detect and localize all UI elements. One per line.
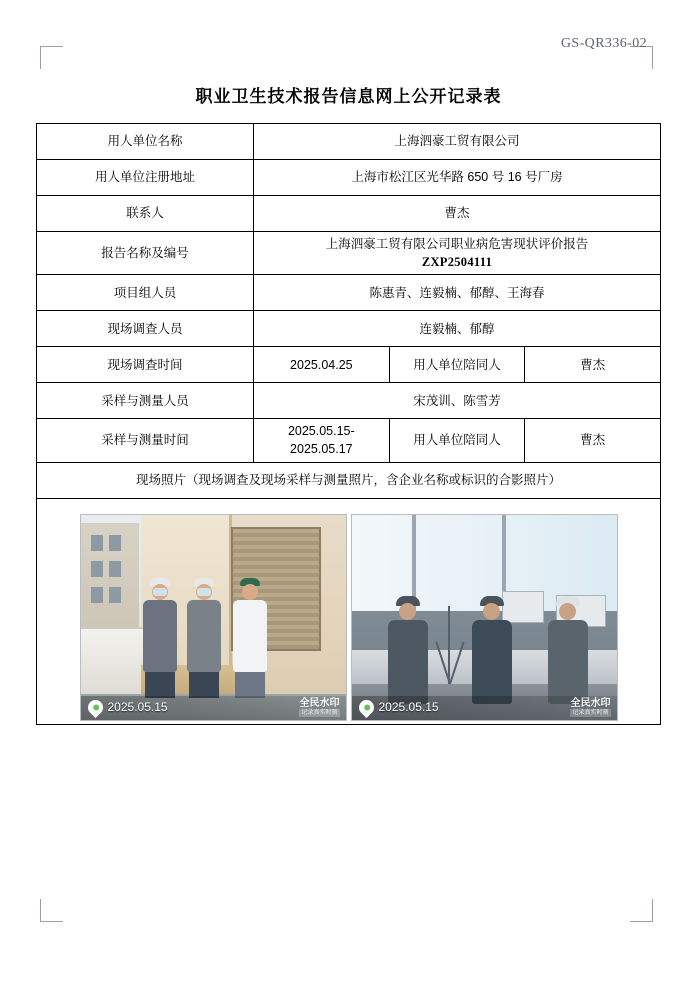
table-row	[37, 275, 661, 311]
survey-staff-label: 现场调查人员	[37, 311, 254, 347]
watermark-brand-sub: 记录真实时刻	[301, 710, 338, 716]
table-row	[37, 347, 661, 383]
photo-tripod	[448, 606, 450, 684]
contact-label: 联系人	[37, 196, 254, 232]
report-code: ZXP2504111	[421, 255, 493, 270]
report-label: 报告名称及编号	[37, 232, 254, 275]
photo-watermark	[352, 696, 617, 720]
report-name: 上海泗豪工贸有限公司职业病危害现状评价报告	[325, 237, 589, 251]
employer-address-label: 用人单位注册地址	[37, 160, 254, 196]
team-value: 陈惠青、连毅楠、郁醇、王海春	[254, 275, 661, 311]
watermark-date: 2025.05.15	[107, 699, 168, 714]
photo-person	[233, 578, 267, 698]
table-row	[37, 498, 661, 724]
sampling-time-value: 2025.05.15-2025.05.17	[254, 419, 390, 462]
photo-watermark	[81, 696, 346, 720]
crop-mark-bottom-left	[40, 899, 63, 922]
site-photo-sampling	[351, 514, 618, 721]
sampling-staff-label: 采样与测量人员	[37, 383, 254, 419]
watermark-brand-sub: 记录真实时刻	[572, 710, 609, 716]
photo-building	[81, 523, 139, 631]
photo-person	[143, 578, 177, 698]
record-table	[36, 123, 661, 725]
sampling-accompany-value: 曹杰	[525, 419, 661, 462]
watermark-brand-main: 全民水印	[299, 698, 340, 709]
table-row	[37, 160, 661, 196]
watermark-brand	[299, 698, 339, 717]
table-row	[37, 124, 661, 160]
form-body	[36, 70, 661, 725]
sampling-staff-value: 宋茂训、陈雪芳	[254, 383, 661, 419]
table-row	[37, 311, 661, 347]
employer-name-value: 上海泗豪工贸有限公司	[254, 124, 661, 160]
survey-accompany-label: 用人单位陪同人	[389, 347, 525, 383]
form-code: GS-QR336-02	[560, 36, 647, 51]
survey-staff-value: 连毅楠、郁醇	[254, 311, 661, 347]
sampling-time-label: 采样与测量时间	[37, 419, 254, 462]
location-pin-icon	[355, 697, 376, 718]
watermark-brand	[570, 698, 610, 717]
location-pin-icon	[84, 697, 105, 718]
photo-person	[388, 596, 428, 704]
watermark-brand-main: 全民水印	[570, 698, 611, 709]
employer-address-value: 上海市松江区光华路 650 号 16 号厂房	[254, 160, 661, 196]
photos-cell	[37, 498, 661, 724]
report-value-cell	[254, 232, 661, 275]
crop-mark-bottom-right	[630, 899, 653, 922]
table-row	[37, 419, 661, 462]
photo-person	[548, 596, 588, 704]
contact-value: 曹杰	[254, 196, 661, 232]
table-row	[37, 462, 661, 498]
photo-stacked-boxes	[81, 627, 145, 701]
survey-accompany-value: 曹杰	[525, 347, 661, 383]
site-photo-survey	[80, 514, 347, 721]
sampling-accompany-label: 用人单位陪同人	[389, 419, 525, 462]
photo-gallery	[41, 502, 656, 721]
watermark-date: 2025.05.15	[378, 699, 439, 714]
table-row	[37, 196, 661, 232]
survey-time-value: 2025.04.25	[254, 347, 390, 383]
page-title: 职业卫生技术报告信息网上公开记录表	[195, 87, 502, 106]
table-row	[37, 383, 661, 419]
photos-header: 现场照片（现场调查及现场采样与测量照片，含企业名称或标识的合影照片）	[37, 462, 661, 498]
table-row	[37, 232, 661, 275]
photo-person	[187, 578, 221, 698]
photo-person	[472, 596, 512, 704]
employer-name-label: 用人单位名称	[37, 124, 254, 160]
team-label: 项目组人员	[37, 275, 254, 311]
crop-mark-top-left	[40, 46, 63, 69]
survey-time-label: 现场调查时间	[37, 347, 254, 383]
